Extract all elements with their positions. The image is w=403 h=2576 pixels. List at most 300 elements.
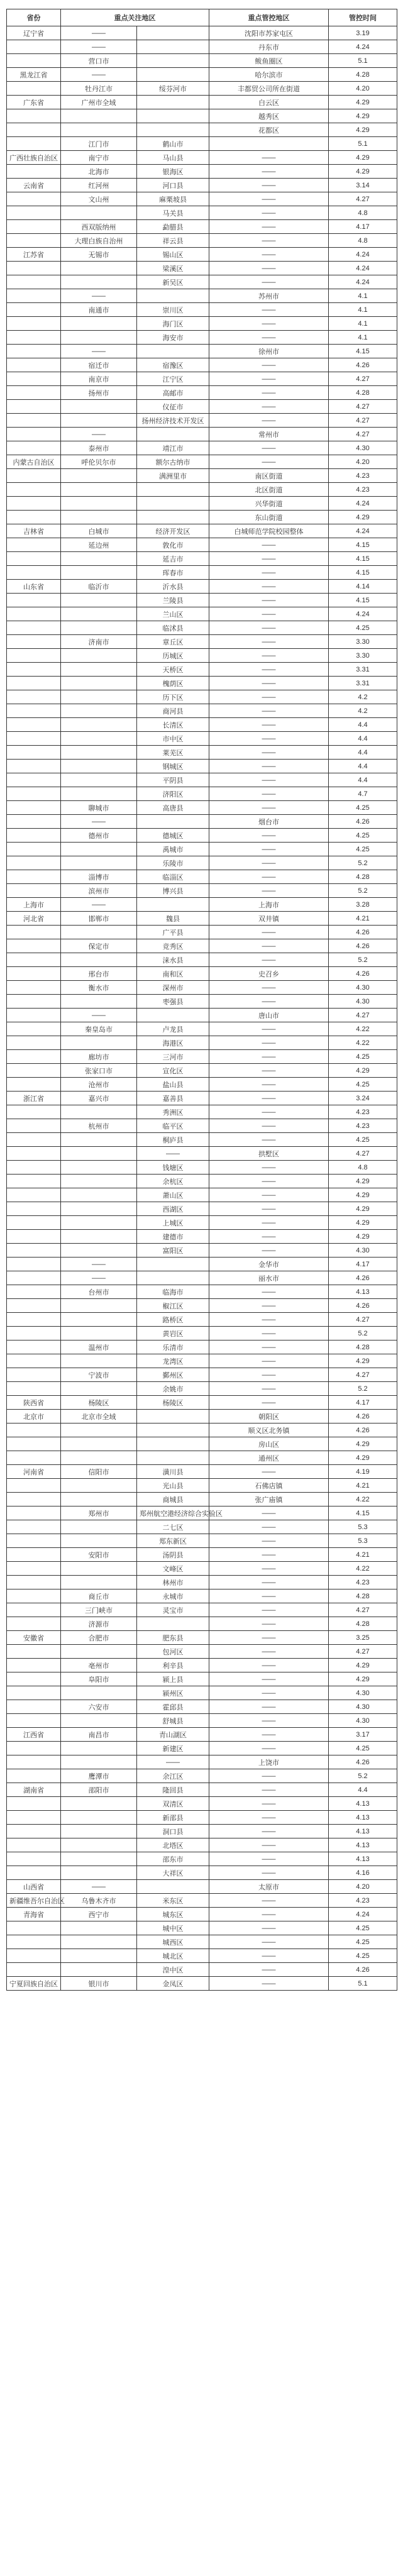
table-row (7, 1271, 397, 1285)
control-area-cell: 上海市 (209, 898, 329, 912)
table-row (7, 1036, 397, 1050)
province-cell: 江苏省 (7, 248, 61, 262)
focus-district-cell: 兰陵县 (137, 594, 209, 607)
focus-district-cell (137, 1617, 209, 1631)
control-area-cell: —— (209, 1672, 329, 1686)
control-area-cell: —— (209, 1603, 329, 1617)
province-cell (7, 483, 61, 497)
focus-city-cell: —— (61, 1258, 137, 1271)
table-row (7, 1479, 397, 1493)
focus-district-cell (137, 1880, 209, 1894)
focus-city-cell: 北京市全域 (61, 1410, 137, 1423)
province-cell (7, 635, 61, 649)
control-area-cell: —— (209, 206, 329, 220)
control-time-cell: 4.30 (329, 1686, 397, 1700)
focus-city-cell (61, 1714, 137, 1728)
province-cell (7, 953, 61, 967)
table-row (7, 109, 397, 123)
province-cell (7, 386, 61, 400)
table-row (7, 317, 397, 331)
control-time-cell: 5.3 (329, 1520, 397, 1534)
province-cell: 吉林省 (7, 524, 61, 538)
focus-city-cell: —— (61, 815, 137, 829)
focus-city-cell (61, 704, 137, 718)
control-area-cell: —— (209, 732, 329, 746)
table-row (7, 497, 397, 511)
focus-city-cell: 淄博市 (61, 870, 137, 884)
province-cell (7, 829, 61, 843)
province-cell (7, 262, 61, 275)
focus-district-cell: 上城区 (137, 1216, 209, 1230)
focus-district-cell: 新吴区 (137, 275, 209, 289)
control-time-cell: 4.26 (329, 939, 397, 953)
control-area-cell: 烟台市 (209, 815, 329, 829)
table-row (7, 1811, 397, 1825)
control-area-cell: 白云区 (209, 96, 329, 109)
focus-district-cell (137, 26, 209, 40)
control-area-cell: —— (209, 1825, 329, 1838)
focus-district-cell (137, 96, 209, 109)
control-area-cell: 朝阳区 (209, 1410, 329, 1423)
focus-city-cell: 西宁市 (61, 1908, 137, 1921)
focus-district-cell: 湟中区 (137, 1963, 209, 1977)
table-row (7, 939, 397, 953)
control-area-cell: —— (209, 165, 329, 179)
province-cell: 青海省 (7, 1908, 61, 1921)
focus-district-cell: 文峰区 (137, 1562, 209, 1576)
province-cell (7, 1838, 61, 1852)
table-row (7, 179, 397, 192)
table-row (7, 649, 397, 663)
focus-city-cell: 信阳市 (61, 1465, 137, 1479)
focus-district-cell: 河口县 (137, 179, 209, 192)
control-time-cell: 4.2 (329, 690, 397, 704)
focus-district-cell: 锡山区 (137, 248, 209, 262)
focus-city-cell (61, 843, 137, 856)
control-time-cell: 4.25 (329, 843, 397, 856)
province-cell (7, 1659, 61, 1672)
table-row (7, 580, 397, 594)
control-area-cell: 白城师范学院校园整体 (209, 524, 329, 538)
province-cell (7, 1562, 61, 1576)
table-row (7, 884, 397, 898)
table-row (7, 732, 397, 746)
control-time-cell: 4.25 (329, 1050, 397, 1064)
province-cell (7, 926, 61, 939)
table-row (7, 898, 397, 912)
focus-city-cell (61, 206, 137, 220)
province-cell (7, 289, 61, 303)
control-time-cell: 4.1 (329, 303, 397, 317)
province-cell (7, 1534, 61, 1548)
province-cell (7, 1244, 61, 1258)
focus-city-cell (61, 1797, 137, 1811)
control-time-cell: 5.2 (329, 1327, 397, 1341)
table-row (7, 26, 397, 40)
control-area-cell: —— (209, 1963, 329, 1977)
control-area-cell: —— (209, 1036, 329, 1050)
province-cell (7, 704, 61, 718)
focus-city-cell (61, 262, 137, 275)
control-time-cell: 4.29 (329, 511, 397, 524)
focus-district-cell: 永城市 (137, 1589, 209, 1603)
control-time-cell: 4.24 (329, 607, 397, 621)
focus-city-cell (61, 317, 137, 331)
province-cell (7, 1078, 61, 1092)
focus-city-cell: 商丘市 (61, 1589, 137, 1603)
focus-city-cell: 文山州 (61, 192, 137, 206)
control-time-cell: 4.29 (329, 123, 397, 137)
table-row (7, 289, 397, 303)
control-area-cell: —— (209, 1327, 329, 1341)
control-time-cell: 4.27 (329, 1368, 397, 1382)
province-cell (7, 400, 61, 414)
control-time-cell: 4.20 (329, 1880, 397, 1894)
province-cell (7, 109, 61, 123)
control-time-cell: 4.27 (329, 428, 397, 441)
control-area-cell: 顺义区北务镇 (209, 1423, 329, 1437)
control-area-cell: 兴华街道 (209, 497, 329, 511)
control-time-cell: 4.20 (329, 455, 397, 469)
province-cell: 河南省 (7, 1465, 61, 1479)
focus-district-cell: 余江区 (137, 1769, 209, 1783)
focus-district-cell: 利辛县 (137, 1659, 209, 1672)
control-area-cell: —— (209, 1133, 329, 1147)
control-area-cell: —— (209, 151, 329, 165)
table-row (7, 1009, 397, 1022)
control-area-cell: —— (209, 566, 329, 580)
control-time-cell: 4.29 (329, 96, 397, 109)
province-cell (7, 1368, 61, 1382)
province-cell (7, 123, 61, 137)
focus-city-cell (61, 677, 137, 690)
focus-city-cell (61, 1354, 137, 1368)
control-time-cell: 4.1 (329, 331, 397, 345)
province-cell: 黑龙江省 (7, 68, 61, 82)
focus-district-cell: 竞秀区 (137, 939, 209, 953)
focus-district-cell: 禹城市 (137, 843, 209, 856)
focus-district-cell: 钱塘区 (137, 1161, 209, 1175)
control-area-cell: —— (209, 248, 329, 262)
control-time-cell: 4.1 (329, 289, 397, 303)
control-area-cell: —— (209, 926, 329, 939)
control-time-cell: 4.26 (329, 1963, 397, 1977)
focus-district-cell: 邵东市 (137, 1852, 209, 1866)
province-cell (7, 234, 61, 248)
focus-district-cell: 路桥区 (137, 1313, 209, 1327)
control-time-cell: 4.24 (329, 275, 397, 289)
focus-city-cell: 无锡市 (61, 248, 137, 262)
control-area-cell: —— (209, 1105, 329, 1119)
control-area-cell: —— (209, 1949, 329, 1963)
control-area-cell: —— (209, 1728, 329, 1742)
focus-city-cell: 郑州市 (61, 1506, 137, 1520)
province-cell (7, 1036, 61, 1050)
focus-city-cell: 杨陵区 (61, 1396, 137, 1410)
control-area-cell: —— (209, 1742, 329, 1755)
control-time-cell: 3.17 (329, 1728, 397, 1742)
province-cell (7, 732, 61, 746)
focus-city-cell: 温州市 (61, 1341, 137, 1354)
focus-city-cell (61, 1188, 137, 1202)
province-cell (7, 1423, 61, 1437)
focus-city-cell (61, 511, 137, 524)
focus-district-cell: 珲春市 (137, 566, 209, 580)
focus-district-cell: 汤阴县 (137, 1548, 209, 1562)
focus-district-cell: —— (137, 1147, 209, 1161)
focus-city-cell (61, 1811, 137, 1825)
table-row (7, 1949, 397, 1963)
focus-city-cell: 济源市 (61, 1617, 137, 1631)
focus-city-cell (61, 1299, 137, 1313)
control-time-cell: 4.28 (329, 1617, 397, 1631)
control-area-cell: —— (209, 358, 329, 372)
control-area-cell: —— (209, 1866, 329, 1880)
control-area-cell: —— (209, 1769, 329, 1783)
control-time-cell: 4.26 (329, 967, 397, 981)
table-row (7, 137, 397, 151)
control-time-cell: 5.2 (329, 1769, 397, 1783)
table-row (7, 829, 397, 843)
focus-district-cell: 商河县 (137, 704, 209, 718)
control-time-cell: 4.15 (329, 345, 397, 358)
control-time-cell: 5.1 (329, 137, 397, 151)
focus-city-cell: 广州市全域 (61, 96, 137, 109)
focus-district-cell: 萧山区 (137, 1188, 209, 1202)
control-area-cell: 苏州市 (209, 289, 329, 303)
table-row (7, 704, 397, 718)
province-cell (7, 1645, 61, 1659)
focus-district-cell (137, 1423, 209, 1437)
control-time-cell: 4.25 (329, 1078, 397, 1092)
province-cell (7, 1437, 61, 1451)
province-cell (7, 1133, 61, 1147)
focus-city-cell: —— (61, 26, 137, 40)
table-row (7, 1838, 397, 1852)
focus-district-cell: 莱芜区 (137, 746, 209, 760)
province-cell (7, 317, 61, 331)
focus-city-cell (61, 1534, 137, 1548)
table-row (7, 538, 397, 552)
focus-district-cell: 乐陵市 (137, 856, 209, 870)
focus-district-cell: 天桥区 (137, 663, 209, 677)
focus-city-cell (61, 663, 137, 677)
table-row (7, 192, 397, 206)
table-row (7, 524, 397, 538)
focus-city-cell: 台州市 (61, 1285, 137, 1299)
control-time-cell: 4.26 (329, 358, 397, 372)
focus-city-cell (61, 1036, 137, 1050)
table-row (7, 40, 397, 54)
control-area-cell: —— (209, 552, 329, 566)
focus-district-cell: 广平县 (137, 926, 209, 939)
control-area-cell: —— (209, 1576, 329, 1589)
focus-district-cell (137, 898, 209, 912)
control-area-cell: 双井镇 (209, 912, 329, 926)
table-row (7, 206, 397, 220)
control-time-cell: 4.17 (329, 220, 397, 234)
focus-city-cell (61, 1230, 137, 1244)
focus-district-cell (137, 815, 209, 829)
province-cell (7, 497, 61, 511)
control-area-cell: —— (209, 953, 329, 967)
focus-city-cell (61, 773, 137, 787)
focus-city-cell (61, 1244, 137, 1258)
control-time-cell: 3.30 (329, 649, 397, 663)
focus-city-cell: 银川市 (61, 1977, 137, 1991)
focus-city-cell: —— (61, 898, 137, 912)
control-area-cell: —— (209, 884, 329, 898)
control-time-cell: 4.29 (329, 1216, 397, 1230)
focus-district-cell: 城中区 (137, 1921, 209, 1935)
table-row (7, 856, 397, 870)
control-time-cell: 4.28 (329, 1341, 397, 1354)
province-cell (7, 552, 61, 566)
province-cell (7, 718, 61, 732)
table-row (7, 870, 397, 884)
province-cell: 内蒙古自治区 (7, 455, 61, 469)
focus-district-cell: 包河区 (137, 1645, 209, 1659)
control-time-cell: 5.2 (329, 884, 397, 898)
focus-district-cell: 三河市 (137, 1050, 209, 1064)
focus-district-cell: 槐荫区 (137, 677, 209, 690)
control-area-cell: —— (209, 317, 329, 331)
table-row (7, 1603, 397, 1617)
province-cell: 安徽省 (7, 1631, 61, 1645)
focus-district-cell: 乐清市 (137, 1341, 209, 1354)
province-cell: 浙江省 (7, 1092, 61, 1105)
control-time-cell: 4.2 (329, 704, 397, 718)
focus-city-cell: 德州市 (61, 829, 137, 843)
control-time-cell: 3.28 (329, 898, 397, 912)
province-cell (7, 773, 61, 787)
province-cell (7, 1230, 61, 1244)
focus-district-cell: 临沭县 (137, 621, 209, 635)
table-row (7, 815, 397, 829)
control-time-cell: 4.13 (329, 1811, 397, 1825)
control-time-cell: 4.29 (329, 165, 397, 179)
province-cell (7, 1285, 61, 1299)
control-time-cell: 4.17 (329, 1396, 397, 1410)
control-time-cell: 4.24 (329, 248, 397, 262)
control-area-cell: —— (209, 455, 329, 469)
control-time-cell: 4.15 (329, 552, 397, 566)
focus-district-cell (137, 289, 209, 303)
focus-district-cell: 双清区 (137, 1797, 209, 1811)
table-row (7, 1645, 397, 1659)
control-time-cell: 4.13 (329, 1797, 397, 1811)
table-row (7, 1769, 397, 1783)
focus-district-cell: 富阳区 (137, 1244, 209, 1258)
province-cell (7, 677, 61, 690)
table-row (7, 773, 397, 787)
control-time-cell: 4.27 (329, 1147, 397, 1161)
control-time-cell: 4.30 (329, 1700, 397, 1714)
control-time-cell: 4.30 (329, 981, 397, 995)
control-area-cell: —— (209, 372, 329, 386)
province-cell (7, 165, 61, 179)
focus-city-cell (61, 746, 137, 760)
focus-district-cell (137, 1437, 209, 1451)
control-area-cell: —— (209, 1368, 329, 1382)
province-cell (7, 870, 61, 884)
focus-district-cell: 章丘区 (137, 635, 209, 649)
focus-district-cell: 涞水县 (137, 953, 209, 967)
control-area-cell: —— (209, 1064, 329, 1078)
province-cell (7, 746, 61, 760)
control-area-cell: 上饶市 (209, 1755, 329, 1769)
table-row (7, 1299, 397, 1313)
focus-district-cell: 光山县 (137, 1479, 209, 1493)
control-time-cell: 4.4 (329, 732, 397, 746)
province-cell: 新疆维吾尔自治区 (7, 1894, 61, 1908)
focus-city-cell (61, 607, 137, 621)
control-area-cell: —— (209, 1700, 329, 1714)
table-row (7, 262, 397, 275)
control-area-cell: —— (209, 635, 329, 649)
control-time-cell: 4.4 (329, 760, 397, 773)
control-area-cell: —— (209, 1811, 329, 1825)
table-row (7, 1714, 397, 1728)
province-cell (7, 1811, 61, 1825)
control-area-cell: —— (209, 718, 329, 732)
table-row (7, 1852, 397, 1866)
control-time-cell: 4.25 (329, 1949, 397, 1963)
table-row (7, 54, 397, 68)
focus-city-cell (61, 1216, 137, 1230)
focus-city-cell (61, 1161, 137, 1175)
control-time-cell: 4.17 (329, 1258, 397, 1271)
province-cell (7, 1271, 61, 1285)
control-area-cell: —— (209, 649, 329, 663)
control-time-cell: 4.4 (329, 718, 397, 732)
focus-district-cell: 额尔古纳市 (137, 455, 209, 469)
control-area-cell: 徐州市 (209, 345, 329, 358)
province-cell (7, 621, 61, 635)
control-area-cell: —— (209, 1520, 329, 1534)
control-area-cell: —— (209, 1188, 329, 1202)
focus-city-cell (61, 732, 137, 746)
control-time-cell: 4.24 (329, 524, 397, 538)
table-row (7, 1921, 397, 1935)
table-row (7, 400, 397, 414)
focus-city-cell (61, 1493, 137, 1506)
control-time-cell: 4.14 (329, 580, 397, 594)
focus-city-cell: 营口市 (61, 54, 137, 68)
focus-district-cell (137, 345, 209, 358)
control-time-cell: 3.30 (329, 635, 397, 649)
province-cell (7, 801, 61, 815)
control-area-cell: —— (209, 1908, 329, 1921)
focus-city-cell: 鹰潭市 (61, 1769, 137, 1783)
province-cell: 江西省 (7, 1728, 61, 1742)
table-row (7, 1175, 397, 1188)
focus-city-cell: 延边州 (61, 538, 137, 552)
province-cell (7, 192, 61, 206)
control-time-cell: 4.13 (329, 1852, 397, 1866)
control-time-cell: 4.23 (329, 1105, 397, 1119)
province-cell (7, 1714, 61, 1728)
control-time-cell: 4.27 (329, 1645, 397, 1659)
control-area-cell: 哈尔滨市 (209, 68, 329, 82)
focus-city-cell: 红河州 (61, 179, 137, 192)
focus-district-cell: 崇川区 (137, 303, 209, 317)
control-time-cell: 4.24 (329, 40, 397, 54)
focus-city-cell: 沧州市 (61, 1078, 137, 1092)
focus-city-cell (61, 1562, 137, 1576)
control-time-cell: 4.27 (329, 1009, 397, 1022)
focus-city-cell (61, 275, 137, 289)
